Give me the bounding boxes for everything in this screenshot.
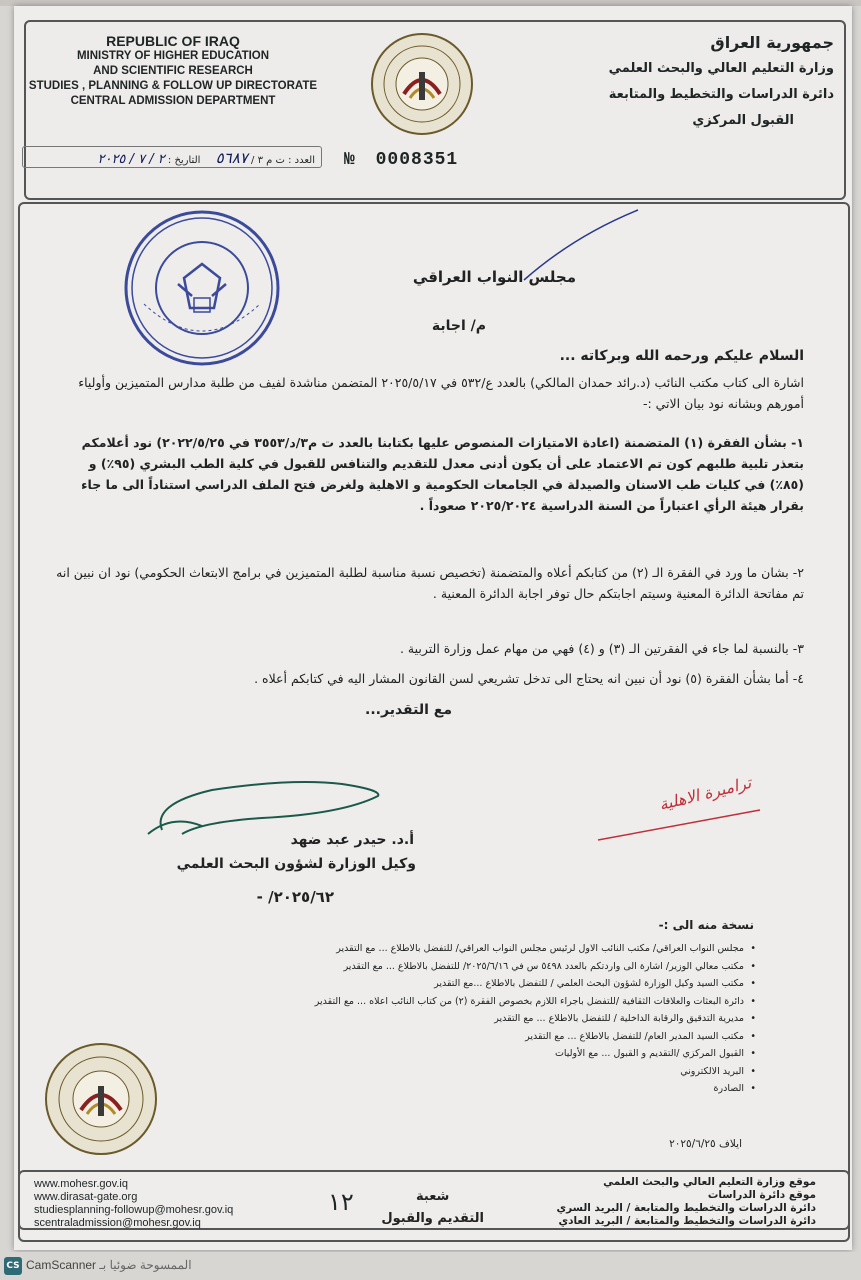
directorate-ar: دائرة الدراسات والتخطيط والمتابعة	[608, 87, 834, 102]
point-3: ٣- بالنسبة لما جاء في الفقرتين الـ (٣) و (٤) فهي من مهام عمل وزارة التربية .	[399, 641, 804, 656]
cc-list	[136, 940, 756, 1098]
handwritten-annotation: تراميرة الاهلية	[656, 772, 753, 815]
reference-number-line	[22, 146, 322, 168]
footer-links	[34, 1178, 233, 1230]
legend-line: دائرة الدراسات والتخطيط والمتابعة / البريد السري	[556, 1202, 816, 1214]
closing-regards: مع التقدير...	[365, 702, 452, 718]
intro-paragraph: اشارة الى كتاب مكتب النائب (د.رائد حمدان المالكي) بالعدد ع/٥٣٢ في ٢٠٢٥/٥/١٧ المتضمن مناشدة لفيف من طلبة مدارس المتميزين وأولياء أمورهم وبشانه نود بيان الاتي :-	[78, 375, 804, 411]
email-link[interactable]: scentraladmission@mohesr.gov.iq	[34, 1217, 201, 1229]
section-name: التقديم والقبول	[381, 1211, 484, 1226]
cc-heading: نسخة منه الى :-	[658, 918, 754, 932]
red-underline-stroke	[594, 806, 764, 846]
department-en: CENTRAL ADMISSION DEPARTMENT	[70, 95, 276, 107]
legend-line: موقع دائرة الدراسات	[707, 1189, 816, 1201]
camscanner-label	[26, 1258, 192, 1272]
ministry-logo-seal	[370, 32, 474, 136]
filing-date: ايلاف ٢٠٢٥/٦/٢٥	[669, 1138, 742, 1150]
scanner-app-name: CamScanner	[26, 1258, 97, 1272]
portal-link[interactable]: www.dirasat-gate.org	[34, 1191, 138, 1203]
cc-item: • الصادرة	[136, 1080, 756, 1098]
signatory-title: وكيل الوزارة لشؤون البحث العلمي	[176, 856, 416, 872]
email-link[interactable]: studiesplanning-followup@mohesr.gov.iq	[34, 1204, 234, 1216]
cc-item: • القبول المركزي /التقديم و القبول ... مع الأوليات	[136, 1045, 756, 1063]
point-2: ٢- بشان ما ورد في الفقرة الـ (٢) من كتابكم أعلاه والمتضمنة (تخصيص نسبة مناسبة لطلبة المتميزين في برامج الابتعاث الحكومي) نود ان نبين انه تم مفاتحة الدائرة المعنية وسيتم اجابتكم حال توفر اجابة الدائرة المعنية .	[56, 565, 804, 601]
subject-line: م/ اجابة	[431, 318, 486, 334]
serial-value: 0008351	[375, 150, 459, 170]
website-link[interactable]: www.mohesr.gov.iq	[34, 1178, 128, 1190]
section-label: شعبة	[416, 1189, 450, 1204]
cc-item: • البريد الالكتروني	[136, 1063, 756, 1081]
serial-prefix: №	[344, 150, 356, 170]
serial-number	[344, 150, 458, 170]
letter-page	[14, 6, 852, 1250]
country-name-ar: جمهورية العراق	[710, 33, 834, 52]
legend-line: دائرة الدراسات والتخطيط والمتابعة / البريد العادي	[558, 1215, 816, 1227]
department-ar: القبول المركزي	[692, 113, 794, 128]
directorate-en: STUDIES , PLANNING & FOLLOW UP DIRECTORATE	[28, 80, 318, 92]
letterhead-english	[22, 34, 324, 109]
ministry-ar: وزارة التعليم العالي والبحث العلمي	[608, 61, 834, 76]
cc-item: • مجلس النواب العراقي/ مكتب النائب الاول لرئيس مجلس النواب العراقي/ للتفضل بالاطلاع ... مع التقدير	[136, 940, 756, 958]
official-stamp-blue	[122, 208, 282, 368]
camscanner-logo-icon: CS	[4, 1257, 22, 1275]
addressee: مجلس النواب العراقي	[412, 268, 576, 286]
ministry-line1-en: MINISTRY OF HIGHER EDUCATION	[76, 50, 270, 62]
date-value: ٢ / ٧ / ٢٠٢٥	[97, 152, 165, 167]
signature-date: ٢٠٢٥/٦٢/ -	[256, 888, 334, 906]
point-1: ١- بشأن الفقرة (١) المتضمنة (اعادة الامتيازات المنصوص عليها بكتابنا بالعدد ت م٣/د/٣٥٥٣ في ٢٠٢٢/٥/٢٥) نود أعلامكم بتعذر تلبية طلبهم كون تم الاعتماد على أن يكون أدنى معدل للتقديم والتنافس للقبول في كلية الطب البشري (٩٥٪) و (٨٥٪) في كليات طب الاسنان والصيدلة في الجامعات الحكومية و الاهلية ولغرض فتح الملف الدراسي استناداً الى ما جاء بقرار هيئة الرأي اعتباراً من السنة الدراسية ٢٠٢٥/٢٠٢٤ صعوداً .	[81, 435, 804, 513]
legend-line: موقع وزارة التعليم العالي والبحث العلمي	[603, 1176, 816, 1188]
signatory-name: أ.د. حيدر عبد ضهد	[290, 832, 414, 848]
ref-label: العدد : ت م ٣ /	[251, 155, 315, 166]
letterhead-arabic	[574, 30, 834, 134]
ref-number: ٥٦٨٧	[215, 149, 248, 167]
handwritten-footer-number: ١٢	[328, 1188, 354, 1216]
footer-section-label	[381, 1186, 484, 1230]
ministry-line2-en: AND SCIENTIFIC RESEARCH	[93, 65, 253, 77]
country-name-en: REPUBLIC OF IRAQ	[106, 33, 240, 49]
cc-item: • مديرية التدقيق والرقابة الداخلية / للتفضل بالاطلاع ... مع التقدير	[136, 1010, 756, 1028]
cc-item: • مكتب السيد وكيل الوزارة لشؤون البحث العلمي / للتفضل بالاطلاع ...مع التقدير	[136, 975, 756, 993]
date-label: التاريخ :	[167, 155, 201, 166]
footer-right-legend	[556, 1176, 816, 1228]
cc-item: • مكتب معالي الوزير/ اشارة الى واردتكم بالعدد ٥٤٩٨ س في ٢٠٢٥/٦/١٦/ للتفضل بالاطلاع ... مع التقدير	[136, 958, 756, 976]
point-4: ٤- أما بشأن الفقرة (٥) نود أن نبين انه يحتاج الى تدخل تشريعي لسن القانون المشار اليه في كتابكم أعلاه .	[254, 671, 804, 686]
cc-item: • دائرة البعثات والعلاقات الثقافية /للتفضل باجراء اللازم بخصوص الفقرة (٢) من كتاب النائب اعلاه ... مع التقدير	[136, 993, 756, 1011]
scanner-watermark-bar	[0, 1252, 861, 1280]
greeting: السلام عليكم ورحمه الله وبركاته ...	[559, 348, 804, 364]
cc-item: • مكتب السيد المدير العام/ للتفضل بالاطلاع ... مع التقدير	[136, 1028, 756, 1046]
scanner-label-ar: الممسوحة ضوئيا بـ	[99, 1258, 192, 1272]
ministry-logo-footer	[44, 1042, 158, 1156]
